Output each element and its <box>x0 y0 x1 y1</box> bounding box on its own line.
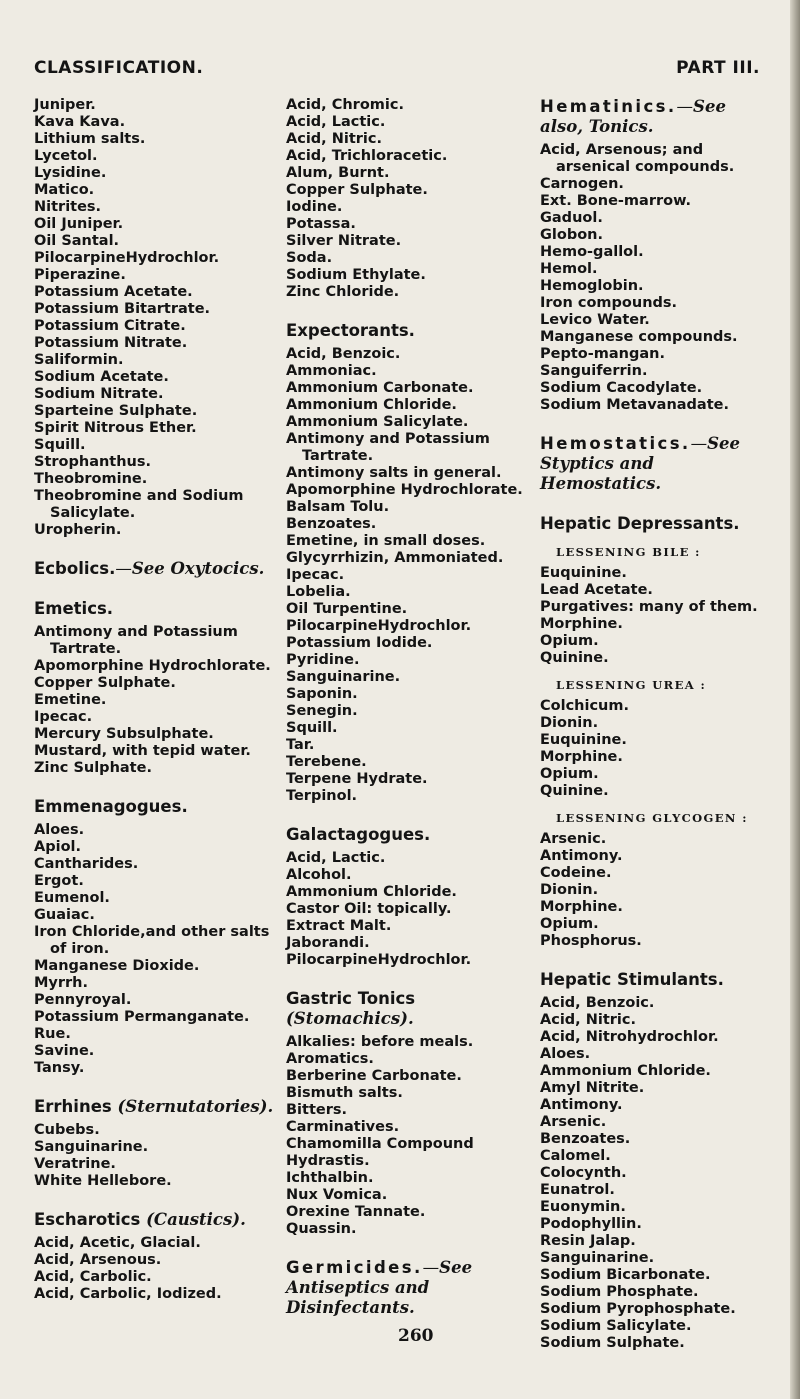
list-item: PilocarpineHydrochlor. <box>286 618 472 634</box>
list-item: Strophanthus. <box>34 454 152 470</box>
list-item: Globon. <box>540 227 604 243</box>
list-item: Phosphorus. <box>540 933 642 949</box>
list-item: Euonymin. <box>540 1199 626 1215</box>
header-part-label: PART III. <box>676 58 760 78</box>
list-item: Benzoates. <box>286 516 377 532</box>
list-item: Acid, Lactic. <box>286 850 386 866</box>
list-item: Sodium Ethylate. <box>286 267 426 283</box>
list-item: Sodium Bicarbonate. <box>540 1267 711 1283</box>
list-item: Tansy. <box>34 1060 85 1076</box>
list-item: Oil Juniper. <box>34 216 124 232</box>
entry-section <box>286 321 531 805</box>
heading-term: Emetics. <box>34 599 114 618</box>
cross-reference: (Stomachics). <box>286 1009 414 1028</box>
list-item: Aromatics. <box>286 1051 374 1067</box>
list-item: Hemol. <box>540 261 598 277</box>
list-item: Acid, Carbolic. <box>34 1269 152 1285</box>
list-item: Sodium Nitrate. <box>34 386 164 402</box>
cross-reference: (Sternutatories). <box>117 1097 274 1116</box>
list-item: Lobelia. <box>286 584 351 600</box>
list-item: Euquinine. <box>540 565 627 581</box>
list-item: Potassa. <box>286 216 356 232</box>
list-item: Dionin. <box>540 715 599 731</box>
heading-dash: — <box>422 1258 440 1277</box>
list-item: Acid, Carbolic, Iodized. <box>34 1286 222 1302</box>
list-item: Sanguiferrin. <box>540 363 648 379</box>
list-item: Mercury Subsulphate. <box>34 726 214 742</box>
list-item: Potassium Permanganate. <box>34 1009 250 1025</box>
list-item: Amyl Nitrite. <box>540 1080 645 1096</box>
list-item: Pyridine. <box>286 652 360 668</box>
list-item: Opium. <box>540 916 599 932</box>
list-item: Oil Santal. <box>34 233 120 249</box>
list-item: Balsam Tolu. <box>286 499 390 515</box>
list-item: Podophyllin. <box>540 1216 642 1232</box>
section-heading <box>34 559 274 579</box>
list-item: Sodium Sulphate. <box>540 1335 685 1351</box>
section-heading <box>34 797 274 817</box>
list-item: Emetine, in small doses. <box>286 533 486 549</box>
entry-section <box>34 1210 274 1303</box>
list-item: Ammonium Chloride. <box>286 884 457 900</box>
heading-term: Germicides. <box>286 1258 423 1277</box>
list-item: Eunatrol. <box>540 1182 615 1198</box>
list-item: Sanguinarine. <box>34 1139 149 1155</box>
entry-section <box>286 825 531 969</box>
heading-term: Emmenagogues. <box>34 797 188 816</box>
column-1 <box>34 97 274 1323</box>
list-item: Sparteine Sulphate. <box>34 403 198 419</box>
list-item: Eumenol. <box>34 890 110 906</box>
header-section-title: CLASSIFICATION. <box>34 58 204 78</box>
list-item: Hydrastis. <box>286 1153 370 1169</box>
list-item: Lithium salts. <box>34 131 146 147</box>
list-item: Ichthalbin. <box>286 1170 374 1186</box>
list-item: Resin Jalap. <box>540 1233 636 1249</box>
list-item: Acid, Benzoic. <box>540 995 655 1011</box>
list-item: Acid, Nitric. <box>286 131 382 147</box>
list-item: Jaborandi. <box>286 935 370 951</box>
list-item: Ammonium Chloride. <box>540 1063 711 1079</box>
heading-dash: — <box>690 434 708 453</box>
list-item: Opium. <box>540 766 599 782</box>
list-item: Manganese Dioxide. <box>34 958 200 974</box>
list-item: Ammonium Chloride. <box>286 397 457 413</box>
list-item: Tar. <box>286 737 315 753</box>
list-item: Hemo-gallol. <box>540 244 644 260</box>
list-item: Sodium Phosphate. <box>540 1284 699 1300</box>
list-item: Morphine. <box>540 616 623 632</box>
page-header <box>34 58 760 82</box>
list-item: Colchicum. <box>540 698 629 714</box>
list-item: Colocynth. <box>540 1165 627 1181</box>
list-item: Uropherin. <box>34 522 122 538</box>
list-item: Orexine Tannate. <box>286 1204 426 1220</box>
subheading: LESSENING UREA : <box>556 678 707 692</box>
list-item: Sodium Pyrophosphate. <box>540 1301 736 1317</box>
list-item: Lycetol. <box>34 148 98 164</box>
entry-section <box>34 97 274 539</box>
list-item: Soda. <box>286 250 333 266</box>
entry-section <box>286 97 531 301</box>
list-item: Calomel. <box>540 1148 611 1164</box>
list-item: Apomorphine Hydrochlorate. <box>286 482 523 498</box>
section-heading <box>540 434 772 494</box>
list-item: Castor Oil: topically. <box>286 901 452 917</box>
list-item: Codeine. <box>540 865 612 881</box>
list-item: Iodine. <box>286 199 343 215</box>
entry-section <box>34 797 274 1077</box>
cross-reference: See Oxytocics. <box>131 559 265 578</box>
list-item: Ammonium Salicylate. <box>286 414 469 430</box>
list-item: Quinine. <box>540 650 609 666</box>
entry-section <box>540 514 772 950</box>
list-item: Acid, Nitric. <box>540 1012 636 1028</box>
list-item: Arsenic. <box>540 831 607 847</box>
list-item: Levico Water. <box>540 312 650 328</box>
list-item: Acid, Benzoic. <box>286 346 401 362</box>
cross-reference: (Caustics). <box>146 1210 246 1229</box>
list-item: Ergot. <box>34 873 84 889</box>
list-item: Iron Chloride,and other salts of iron. <box>34 924 270 957</box>
heading-dash: — <box>115 559 132 578</box>
list-item: Benzoates. <box>540 1131 631 1147</box>
list-item: Antimony salts in general. <box>286 465 502 481</box>
heading-term: Errhines <box>34 1097 112 1116</box>
section-heading <box>540 514 772 534</box>
list-item: Potassium Iodide. <box>286 635 433 651</box>
list-item: Euquinine. <box>540 732 627 748</box>
list-item: Acid, Acetic, Glacial. <box>34 1235 201 1251</box>
list-item: Carnogen. <box>540 176 624 192</box>
list-item: Veratrine. <box>34 1156 116 1172</box>
list-item: Lead Acetate. <box>540 582 653 598</box>
list-item: Sodium Acetate. <box>34 369 169 385</box>
list-item: Sodium Cacodylate. <box>540 380 703 396</box>
list-item: Ammoniac. <box>286 363 377 379</box>
list-item: Silver Nitrate. <box>286 233 402 249</box>
list-item: Cubebs. <box>34 1122 100 1138</box>
entry-section <box>286 1258 531 1318</box>
list-item: Saliformin. <box>34 352 124 368</box>
heading-term: Galactagogues. <box>286 825 431 844</box>
list-item: Ipecac. <box>34 709 93 725</box>
list-item: Saponin. <box>286 686 358 702</box>
heading-term: Hepatic Stimulants. <box>540 970 724 989</box>
entry-section <box>34 559 274 579</box>
list-item: Opium. <box>540 633 599 649</box>
list-item: Antimony and Potassium Tartrate. <box>34 624 238 657</box>
list-item: Extract Malt. <box>286 918 392 934</box>
section-heading <box>540 970 772 990</box>
list-item: Potassium Acetate. <box>34 284 193 300</box>
list-item: Ammonium Carbonate. <box>286 380 474 396</box>
page-number: 260 <box>398 1326 434 1346</box>
list-item: Bitters. <box>286 1102 348 1118</box>
list-item: Nux Vomica. <box>286 1187 388 1203</box>
section-heading <box>286 825 531 845</box>
list-item: Dionin. <box>540 882 599 898</box>
list-item: Zinc Sulphate. <box>34 760 152 776</box>
list-item: Copper Sulphate. <box>34 675 176 691</box>
list-item: Arsenic. <box>540 1114 607 1130</box>
list-item: Terpinol. <box>286 788 358 804</box>
list-item: Squill. <box>34 437 86 453</box>
list-item: Mustard, with tepid water. <box>34 743 251 759</box>
cross-reference: See Styptics and Hemostatics. <box>540 434 741 493</box>
cross-reference: See also, Tonics. <box>540 97 726 136</box>
entry-section <box>540 970 772 1352</box>
section-heading <box>540 97 772 137</box>
section-heading <box>34 599 274 619</box>
list-item: Squill. <box>286 720 338 736</box>
list-item: Alcohol. <box>286 867 352 883</box>
list-item: Cantharides. <box>34 856 139 872</box>
list-item: Purgatives: many of them. <box>540 599 758 615</box>
list-item: Quinine. <box>540 783 609 799</box>
list-item: Copper Sulphate. <box>286 182 428 198</box>
list-item: Glycyrrhizin, Ammoniated. <box>286 550 504 566</box>
list-item: Aloes. <box>540 1046 591 1062</box>
list-item: Sanguinarine. <box>286 669 401 685</box>
list-item: Ipecac. <box>286 567 345 583</box>
list-item: Acid, Chromic. <box>286 97 404 113</box>
entry-section <box>34 1097 274 1190</box>
list-item: Acid, Lactic. <box>286 114 386 130</box>
entry-section <box>540 434 772 494</box>
list-item: Sodium Metavanadate. <box>540 397 729 413</box>
list-item: Matico. <box>34 182 95 198</box>
heading-term: Hemostatics. <box>540 434 691 453</box>
entry-section <box>34 599 274 777</box>
section-heading <box>34 1097 274 1117</box>
list-item: Quassin. <box>286 1221 357 1237</box>
list-item: Potassium Nitrate. <box>34 335 188 351</box>
list-item: Apiol. <box>34 839 82 855</box>
list-item: Antimony and Potassium Tartrate. <box>286 431 490 464</box>
section-heading <box>286 321 531 341</box>
list-item: Rue. <box>34 1026 71 1042</box>
list-item: Sodium Salicylate. <box>540 1318 692 1334</box>
list-item: Acid, Arsenous; and arsenical compounds. <box>540 142 735 175</box>
section-heading <box>286 1258 531 1318</box>
list-item: Gaduol. <box>540 210 603 226</box>
list-item: Apomorphine Hydrochlorate. <box>34 658 271 674</box>
section-heading <box>286 989 531 1029</box>
list-item: Potassium Bitartrate. <box>34 301 211 317</box>
list-item: Morphine. <box>540 749 623 765</box>
section-heading <box>34 1210 274 1230</box>
list-item: Lysidine. <box>34 165 107 181</box>
list-item: Berberine Carbonate. <box>286 1068 462 1084</box>
list-item: PilocarpineHydrochlor. <box>286 952 472 968</box>
subheading: LESSENING BILE : <box>556 545 701 559</box>
list-item: Alum, Burnt. <box>286 165 390 181</box>
list-item: Morphine. <box>540 899 623 915</box>
column-3 <box>540 97 772 1372</box>
list-item: Alkalies: before meals. <box>286 1034 474 1050</box>
list-item: Sanguinarine. <box>540 1250 655 1266</box>
heading-term: Escharotics <box>34 1210 141 1229</box>
list-item: Oil Turpentine. <box>286 601 408 617</box>
list-item: Carminatives. <box>286 1119 400 1135</box>
list-item: Iron compounds. <box>540 295 678 311</box>
list-item: Chamomilla Compound <box>286 1136 474 1152</box>
list-item: Piperazine. <box>34 267 126 283</box>
list-item: Theobromine and Sodium Salicylate. <box>34 488 244 521</box>
heading-term: Gastric Tonics <box>286 989 416 1008</box>
list-item: Antimony. <box>540 848 623 864</box>
heading-term: Expectorants. <box>286 321 415 340</box>
page-edge-shadow <box>790 0 800 1399</box>
list-item: Acid, Trichloracetic. <box>286 148 448 164</box>
list-item: Antimony. <box>540 1097 623 1113</box>
list-item: Emetine. <box>34 692 107 708</box>
list-item: Guaiac. <box>34 907 95 923</box>
column-2 <box>286 97 531 1338</box>
list-item: Kava Kava. <box>34 114 126 130</box>
list-item: Acid, Arsenous. <box>34 1252 162 1268</box>
list-item: PilocarpineHydrochlor. <box>34 250 220 266</box>
list-item: Potassium Citrate. <box>34 318 186 334</box>
list-item: Senegin. <box>286 703 358 719</box>
heading-dash: — <box>676 97 694 116</box>
cross-reference: See Antiseptics and Disinfectants. <box>286 1258 473 1317</box>
list-item: White Hellebore. <box>34 1173 172 1189</box>
entry-section <box>286 989 531 1238</box>
list-item: Terebene. <box>286 754 367 770</box>
heading-term: Hepatic Depressants. <box>540 514 740 533</box>
entry-section <box>540 97 772 414</box>
list-item: Bismuth salts. <box>286 1085 403 1101</box>
list-item: Theobromine. <box>34 471 148 487</box>
subheading: LESSENING GLYCOGEN : <box>556 811 748 825</box>
heading-term: Ecbolics. <box>34 559 116 578</box>
list-item: Acid, Nitrohydrochlor. <box>540 1029 719 1045</box>
list-item: Myrrh. <box>34 975 89 991</box>
list-item: Pennyroyal. <box>34 992 132 1008</box>
list-item: Pepto-mangan. <box>540 346 665 362</box>
list-item: Ext. Bone-marrow. <box>540 193 692 209</box>
list-item: Terpene Hydrate. <box>286 771 428 787</box>
list-item: Juniper. <box>34 97 96 113</box>
list-item: Spirit Nitrous Ether. <box>34 420 197 436</box>
list-item: Hemoglobin. <box>540 278 644 294</box>
list-item: Manganese compounds. <box>540 329 738 345</box>
heading-term: Hematinics. <box>540 97 677 116</box>
list-item: Aloes. <box>34 822 85 838</box>
list-item: Savine. <box>34 1043 95 1059</box>
list-item: Zinc Chloride. <box>286 284 400 300</box>
list-item: Nitrites. <box>34 199 102 215</box>
